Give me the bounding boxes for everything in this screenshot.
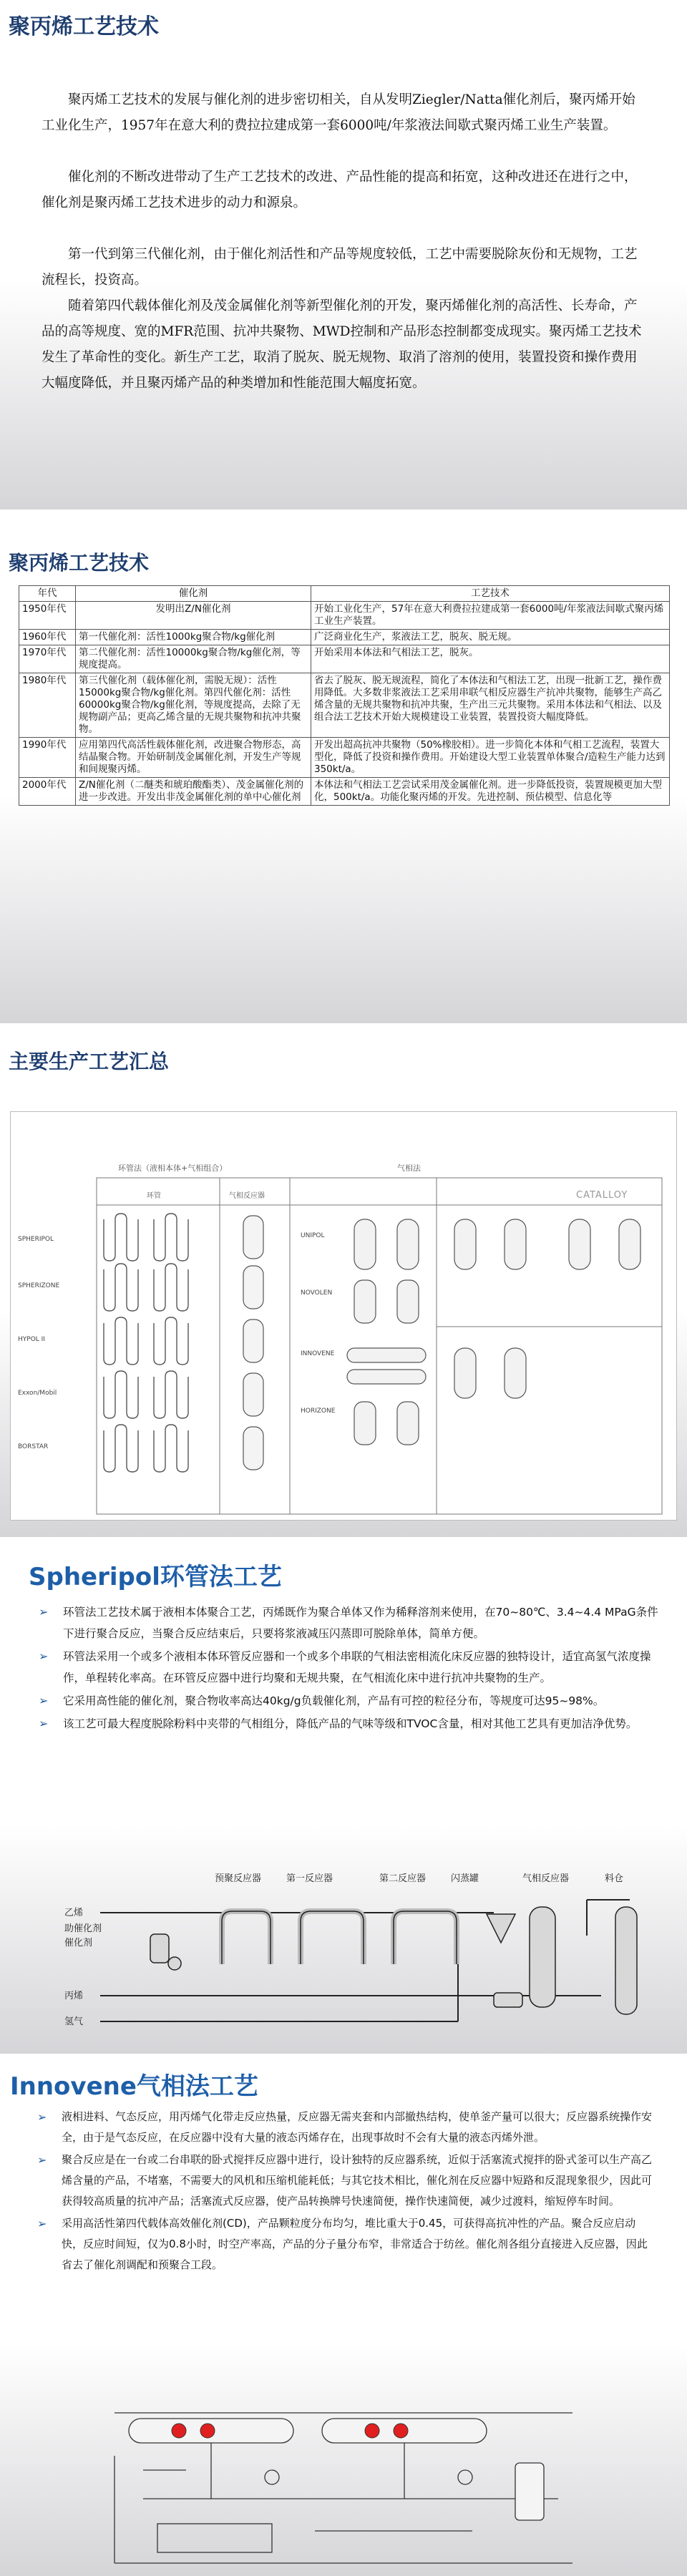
spheripol-flow-diagram: [57, 1871, 658, 2043]
header-process: 工艺技术: [311, 586, 670, 602]
catalyst-cell: Z/N催化剂（二醚类和琥珀酸酯类）、茂金属催化剂的进一步改进。开发出非茂金属催化剂的单中心催化剂: [76, 778, 311, 806]
arrow-bullet-icon: ➢: [39, 1717, 49, 1730]
equipment-label: 料仓: [605, 1873, 624, 1884]
table-row: [19, 630, 670, 645]
list-item: ➢ 液相进料、气态反应，用丙烯气化带走反应热量，反应器无需夹套和内部撤热结构，使单釜产量可以很大；反应器系统操作安全，由于是气态反应，在反应器中没有大量的液态丙烯存在，出现事故时不会有大量的液态丙烯外泄。: [34, 2107, 657, 2148]
era-cell: 1970年代: [19, 645, 76, 673]
arrow-bullet-icon: ➢: [37, 2110, 47, 2124]
list-item: ➢ 它采用高性能的催化剂，聚合物收率高达40kg/g负载催化剂，产品有可控的粒径分布，等规度可达95~98%。: [36, 1690, 658, 1712]
process-cell: 开始采用本体法和气相法工艺，脱灰。: [311, 645, 670, 673]
bullet-list: [36, 1601, 658, 1736]
table-row: [19, 645, 670, 673]
evolution-table: [19, 585, 670, 806]
paragraph: 催化剂的不断改进带动了生产工艺技术的改进、产品性能的提高和拓宽，这种改进还在进行之中，催化剂是聚丙烯工艺技术进步的动力和源泉。: [42, 170, 638, 210]
process-cell: 本体法和气相法工艺尝试采用茂金属催化剂。进一步降低投资，装置规模更加大型化，500kt/a。功能化聚丙烯的开发。先进控制、预估模型、信息化等: [311, 778, 670, 806]
slide-process-intro: [0, 0, 687, 509]
paragraph: 第一代到第三代催化剂，由于催化剂活性和产品等规度较低，工艺中需要脱除灰份和无规物，工艺流程长，投资高。: [42, 247, 638, 288]
equipment-label: 预聚反应器: [215, 1873, 262, 1884]
arrow-bullet-icon: ➢: [37, 2153, 47, 2167]
equipment-label: 第一反应器: [286, 1873, 333, 1884]
era-cell: 2000年代: [19, 778, 76, 806]
table-row: [19, 602, 670, 630]
process-cell: 开发出超高抗冲共聚物（50%橡胶相）。进一步简化本体和气相工艺流程，装置大型化，降低了投资和操作费用。开始建设大型工业装置单体聚合/造粒生产能力达到350kt/a。: [311, 738, 670, 778]
era-cell: 1960年代: [19, 630, 76, 645]
innovene-flow-svg: [100, 2391, 587, 2570]
table-header-row: [19, 586, 670, 602]
era-cell: 1950年代: [19, 602, 76, 630]
loop-reactor-sketches: [104, 1214, 188, 1472]
header-gas-label: 气相法: [397, 1163, 421, 1173]
catalloy-label: CATALLOY: [576, 1190, 628, 1201]
feed-label: 丙烯: [64, 1991, 84, 2001]
process-name-label: SPHERIZONE: [18, 1282, 60, 1289]
list-item: ➢ 该工艺可最大程度脱除粉料中夹带的气相组分，降低产品的气味等级和TVOC含量，相对其他工艺具有更加洁净优势。: [36, 1713, 658, 1735]
arrow-bullet-icon: ➢: [39, 1605, 49, 1619]
slide-title: Innovene气相法工艺: [10, 2072, 258, 2101]
process-name-label: Exxon/Mobil: [18, 1390, 57, 1397]
process-name-label: INNOVENE: [301, 1350, 335, 1357]
equipment-label: 气相反应器: [522, 1873, 570, 1884]
bullet-list: [34, 2107, 657, 2277]
era-cell: 1990年代: [19, 738, 76, 778]
slide-process-summary: [0, 1030, 687, 1537]
table-row: [19, 778, 670, 806]
equipment-label: 闪蒸罐: [451, 1873, 479, 1884]
slide-title: Spheripol环管法工艺: [29, 1563, 282, 1591]
process-cell: 广泛商业化生产，浆液法工艺，脱灰、脱无规。: [311, 630, 670, 645]
header-era: 年代: [19, 586, 76, 602]
list-item: ➢ 环管法工艺技术属于液相本体聚合工艺，丙烯既作为聚合单体又作为稀释溶剂来使用，在70~80℃、3.4~4.4 MPaG条件下进行聚合反应，当聚合反应结束后，只要将浆液减压闪蒸即可脱除单体，简单方便。: [36, 1601, 658, 1644]
list-item: ➢ 环管法采用一个或多个液相本体环管反应器和一个或多个串联的气相法密相流化床反应器的独特设计，适宜高氢气浓度操作，单程转化率高。在环管反应器中进行均聚和无规共聚，在气相流化床中进行抗冲共聚物的生产。: [36, 1646, 658, 1689]
list-item: ➢ 聚合反应是在一台或二台串联的卧式搅拌反应器中进行，设计独特的反应器系统，近似于活塞流式搅拌的卧式釜可以生产高乙烯含量的产品，不堵塞，不需要大的风机和压缩机能耗低；与其它技术相比，催化剂在反应器中短路和反混现象很少，因此可获得较高质量的抗冲产品；活塞流式反应器，使产品转换牌号快速简便，操作快速简便，减少过渡料，缩短停车时间。: [34, 2150, 657, 2212]
slide-title: 聚丙烯工艺技术: [9, 14, 159, 39]
era-cell: 1980年代: [19, 673, 76, 738]
slide-title: 主要生产工艺汇总: [9, 1050, 170, 1073]
feed-label: 助催化剂: [64, 1923, 102, 1934]
column-gas-label: 气相反应器: [229, 1192, 265, 1200]
slide-spheripol: [0, 1544, 687, 2054]
innovene-flow-diagram: [100, 2391, 587, 2570]
slide-innovene: [0, 2061, 687, 2576]
column-loop-label: 环管: [147, 1192, 161, 1200]
catalyst-cell: 第一代催化剂：活性1000kg聚合物/kg催化剂: [76, 630, 311, 645]
list-item: ➢ 采用高活性第四代载体高效催化剂(CD)，产品颗粒度分布均匀，堆比重大于0.45，可获得高抗冲性的产品。聚合反应启动快，反应时间短，仅为0.8小时，时空产率高，产品的分子量分布窄，非常适合于纺丝。催化剂各组分直接进入反应器，因此省去了催化剂调配和预聚合工段。: [34, 2213, 657, 2275]
process-name-label: HYPOL II: [18, 1336, 45, 1343]
slide-technology-evolution: [0, 517, 687, 1023]
slide-title: 聚丙烯工艺技术: [9, 551, 150, 575]
paragraph: 随着第四代载体催化剂及茂金属催化剂等新型催化剂的开发，聚丙烯催化剂的高活性、长寿命，产品的高等规度、宽的MFR范围、抗冲共聚物、MWD控制和产品形态控制都变成现实。聚丙烯工艺技术发生了革命性的变化。新生产工艺，取消了脱灰、脱无规物、取消了溶剂的使用，装置投资和操作费用大幅度降低，并且聚丙烯产品的种类增加和性能范围大幅度拓宽。: [42, 298, 642, 391]
process-name-label: BORSTAR: [18, 1443, 49, 1450]
process-summary-diagram: [10, 1111, 677, 1521]
process-cell: 开始工业化生产，57年在意大利费拉拉建成第一套6000吨/年浆液法间歇式聚丙烯工业生产装置。: [311, 602, 670, 630]
feed-label: 氢气: [64, 2016, 84, 2027]
header-catalyst: 催化剂: [76, 586, 311, 602]
arrow-bullet-icon: ➢: [37, 2217, 47, 2230]
process-name-label: NOVOLEN: [301, 1289, 333, 1297]
process-summary-svg: [11, 1112, 676, 1520]
process-name-label: UNIPOL: [301, 1232, 325, 1239]
spheripol-flow-svg: [57, 1871, 658, 2043]
arrow-bullet-icon: ➢: [39, 1694, 49, 1707]
catalyst-cell: 发明出Z/N催化剂: [76, 602, 311, 630]
equipment-label: 第二反应器: [379, 1873, 427, 1884]
paragraph: 聚丙烯工艺技术的发展与催化剂的进步密切相关，自从发明Ziegler/Natta催化剂后，聚丙烯开始工业化生产，1957年在意大利的费拉拉建成第一套6000吨/年浆液法间歇式聚丙烯工业生产装置。: [42, 92, 635, 133]
catalyst-cell: 第三代催化剂（载体催化剂，需脱无规）：活性15000kg聚合物/kg催化剂。第四代催化剂：活性60000kg聚合物/kg催化剂，等规度提高，去除了无规物副产品；更高乙烯含量的无规共聚物和抗冲共聚物。: [76, 673, 311, 738]
table-row: [19, 673, 670, 738]
feed-label: 催化剂: [64, 1938, 93, 1948]
header-loop-label: 环管法（液相本体+气相组合）: [118, 1163, 228, 1173]
process-name-label: SPHERIPOL: [18, 1236, 54, 1243]
feed-label: 乙烯: [64, 1908, 84, 1918]
arrow-bullet-icon: ➢: [39, 1649, 49, 1663]
catalyst-cell: 第二代催化剂：活性10000kg聚合物/kg催化剂，等规度提高。: [76, 645, 311, 673]
table-row: [19, 738, 670, 778]
catalyst-cell: 应用第四代高活性载体催化剂，改进聚合物形态，高结晶聚合物。开始研制茂金属催化剂，开发生产等规和间规聚丙烯。: [76, 738, 311, 778]
process-name-label: HORIZONE: [301, 1407, 336, 1415]
process-cell: 省去了脱灰、脱无规流程，简化了本体法和气相法工艺，出现一批新工艺，操作费用降低。大多数非浆液法工艺采用串联气相反应器生产抗冲共聚物，能够生产高乙烯含量的无规共聚物和抗冲共聚，生产出三元共聚物。采用本体法和气相法、以及组合法工艺技术开始大规模建设工业装置，装置投资大幅度降低。: [311, 673, 670, 738]
